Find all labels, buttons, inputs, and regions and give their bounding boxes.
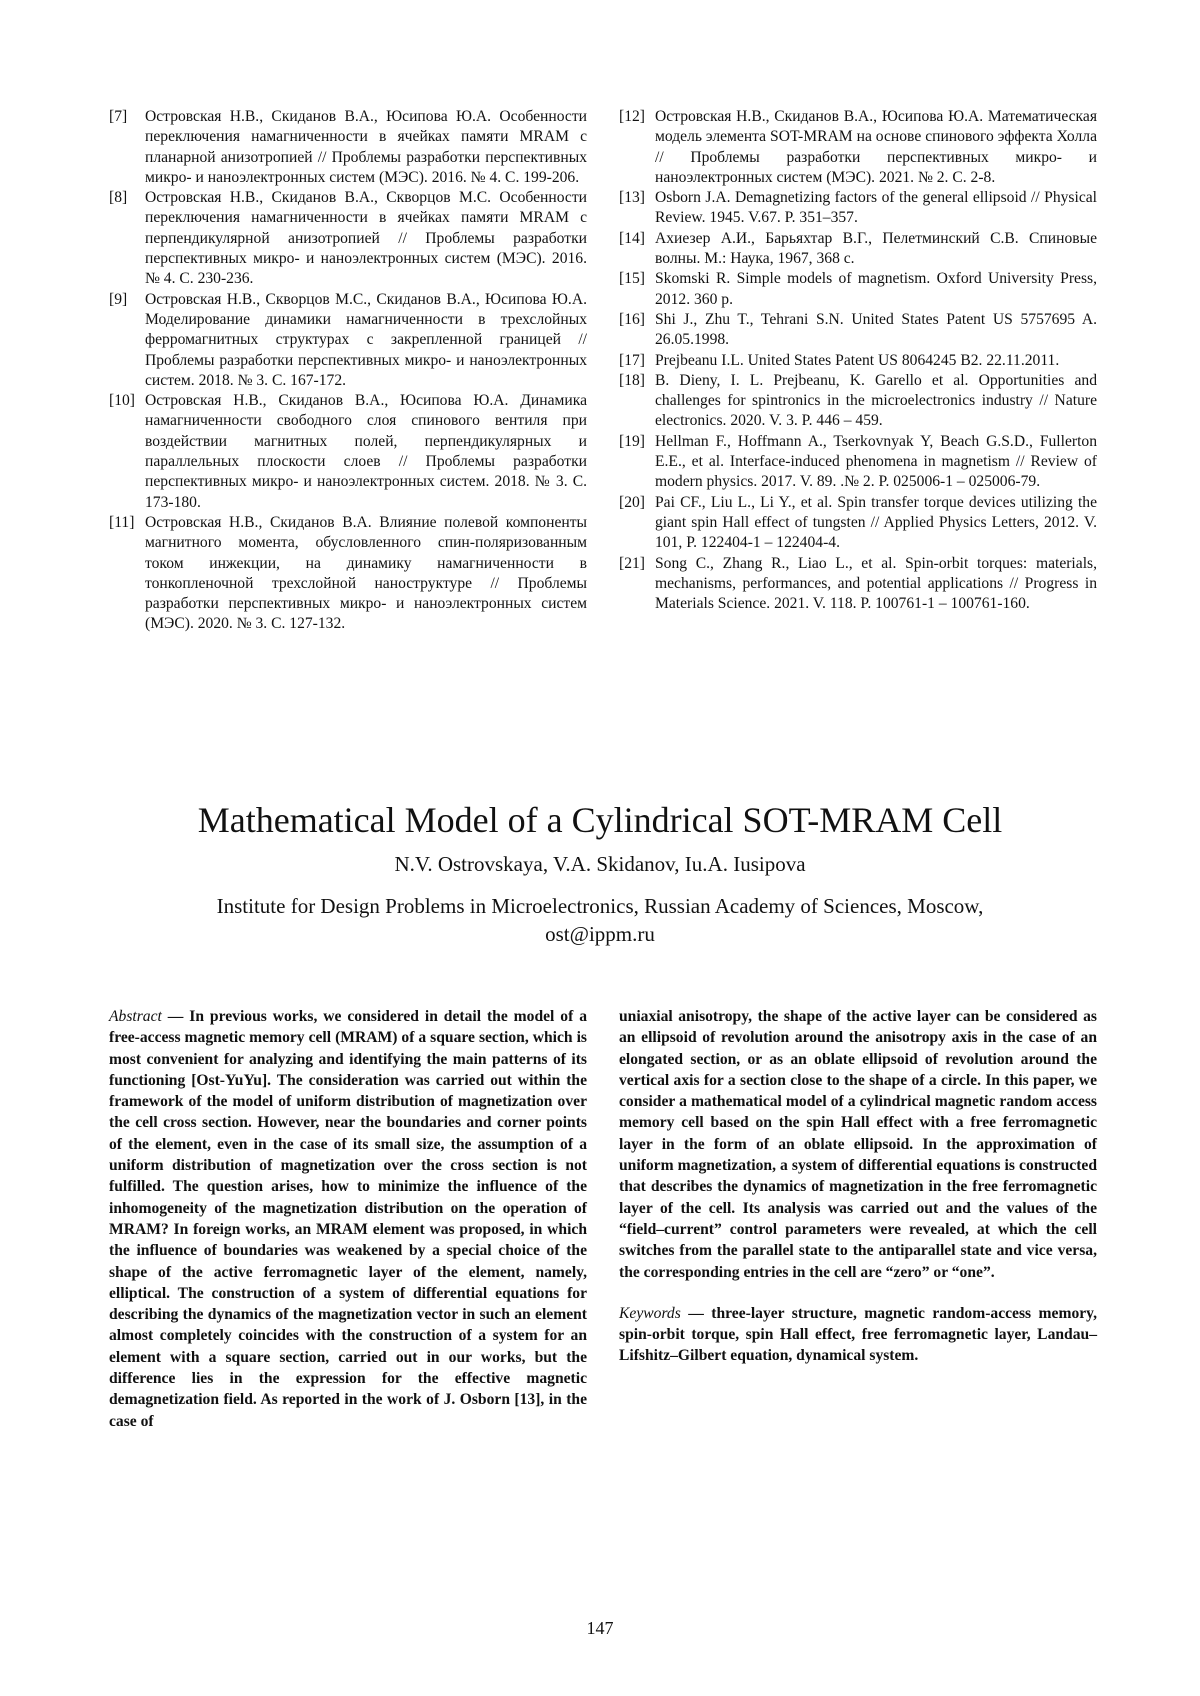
reference-text: Островская Н.В., Скиданов В.А., Юсипова Ю.А. Особенности переключения намагниченности в ячейках памяти MRAM с планарной анизотропией // Проблемы разработки перспективных микро- и наноэлектронных систем (МЭС). 2016. № 4. С. 199-206.: [145, 107, 587, 188]
reference-text: Pai CF., Liu L., Li Y., et al. Spin transfer torque devices utilizing the giant spin Hall effect of tungsten // Applied Physics Letters, 2012. V. 101, P. 122404-1 – 122404-4.: [655, 493, 1097, 554]
reference-text: Hellman F., Hoffmann A., Tserkovnyak Y, Beach G.S.D., Fullerton E.E., et al. Interface-induced phenomena in magnetism // Review of modern physics. 2017. V. 89. .№ 2. P. 025006-1 – 025006-79.: [655, 432, 1097, 493]
reference-text: B. Dieny, I. L. Prejbeanu, K. Garello et al. Opportunities and challenges for spintronics in the microelectronics industry // Nature electronics. 2020. V. 3. P. 446 – 459.: [655, 371, 1097, 432]
reference-number: [7]: [109, 107, 145, 188]
reference-number: [16]: [619, 310, 655, 351]
reference-number: [18]: [619, 371, 655, 432]
reference-text: Prejbeanu I.L. United States Patent US 8064245 B2. 22.11.2011.: [655, 351, 1097, 371]
paper-email: ost@ippm.ru: [0, 920, 1200, 948]
reference-item: [619, 493, 1097, 554]
references-right-column: [619, 107, 1097, 614]
paper-affiliation: Institute for Design Problems in Microelectronics, Russian Academy of Sciences, Moscow,: [0, 892, 1200, 920]
reference-text: Ахиезер А.И., Барьяхтар В.Г., Пелетминский С.В. Спиновые волны. М.: Наука, 1967, 368 с.: [655, 229, 1097, 270]
keywords-text: three-layer structure, magnetic random-access memory, spin-orbit torque, spin Hall effect, free ferromagnetic layer, Landau–Lifshitz–Gilbert equation, dynamical system.: [619, 1305, 1097, 1365]
keywords-label: Keywords: [619, 1305, 681, 1322]
reference-item: [619, 432, 1097, 493]
reference-item: [109, 107, 587, 188]
reference-number: [14]: [619, 229, 655, 270]
keywords-block: [619, 1303, 1097, 1367]
reference-item: [109, 188, 587, 289]
paper-title: Mathematical Model of a Cylindrical SOT-MRAM Cell: [0, 798, 1200, 842]
abstract-text-left: In previous works, we considered in detail the model of a free-access magnetic memory cell (MRAM) of a square section, which is most convenient for analyzing and identifying the main patterns of its functioning [Ost-YuYu]. The consideration was carried out within the framework of the model of uniform distribution of magnetization over the cell cross section. However, near the boundaries and corner points of the element, even in the case of its small size, the assumption of a uniform distribution of magnetization over the cross section is not fulfilled. The question arises, how to minimize the influence of the inhomogeneity of the magnetization distribution on the operation of MRAM? In foreign works, an MRAM element was proposed, in which the influence of boundaries was weakened by a special choice of the shape of the active ferromagnetic layer of the element, namely, elliptical. The construction of a system of differential equations for describing the dynamics of the magnetization vector in such an element almost completely coincides with the construction of a system for an element with a square section, carried out in our works, but the difference lies in the expression for the effective magnetic demagnetization field. As reported in the work of J. Osborn [13], in the case of: [109, 1008, 587, 1430]
keywords-dash: —: [681, 1305, 711, 1322]
reference-text: Skomski R. Simple models of magnetism. Oxford University Press, 2012. 360 p.: [655, 269, 1097, 310]
reference-item: [109, 290, 587, 391]
abstract-left-column: [109, 1006, 587, 1432]
reference-item: [619, 554, 1097, 615]
reference-item: [619, 269, 1097, 310]
reference-item: [109, 391, 587, 513]
reference-text: Островская Н.В., Скиданов В.А. Влияние полевой компоненты магнитного момента, обусловленного спин-поляризованным током инжекции, на динамику намагниченности в тонкопленочной трехслойной наноструктуре // Проблемы разработки перспективных микро- и наноэлектронных систем (МЭС). 2020. № 3. С. 127-132.: [145, 513, 587, 635]
reference-number: [21]: [619, 554, 655, 615]
reference-text: Островская Н.В., Скворцов М.С., Скиданов В.А., Юсипова Ю.А. Моделирование динамики намагниченности в трехслойных ферромагнитных структурах с закрепленной границей // Проблемы разработки перспективных микро- и наноэлектронных систем. 2018. № 3. С. 167-172.: [145, 290, 587, 391]
paper-authors: N.V. Ostrovskaya, V.A. Skidanov, Iu.A. Iusipova: [0, 850, 1200, 878]
reference-number: [9]: [109, 290, 145, 391]
reference-text: Osborn J.A. Demagnetizing factors of the general ellipsoid // Physical Review. 1945. V.67. P. 351–357.: [655, 188, 1097, 229]
reference-number: [20]: [619, 493, 655, 554]
reference-text: Островская Н.В., Скиданов В.А., Скворцов М.С. Особенности переключения намагниченности в ячейках памяти MRAM с перпендикулярной анизотропией // Проблемы разработки перспективных микро- и наноэлектронных систем (МЭС). 2016. № 4. С. 230-236.: [145, 188, 587, 289]
page-number: 147: [0, 1618, 1200, 1639]
reference-item: [619, 188, 1097, 229]
reference-text: Shi J., Zhu T., Tehrani S.N. United States Patent US 5757695 A. 26.05.1998.: [655, 310, 1097, 351]
reference-number: [17]: [619, 351, 655, 371]
abstract-dash: —: [162, 1008, 189, 1025]
reference-text: Островская Н.В., Скиданов В.А., Юсипова Ю.А. Математическая модель элемента SOT-MRAM на основе спинового эффекта Холла // Проблемы разработки перспективных микро- и наноэлектронных систем (МЭС). 2021. № 2. С. 2-8.: [655, 107, 1097, 188]
reference-text: Островская Н.В., Скиданов В.А., Юсипова Ю.А. Динамика намагниченности свободного слоя спинового вентиля при воздействии магнитных полей, перпендикулярных и параллельных плоскости слоев // Проблемы разработки перспективных микро- и наноэлектронных систем. 2018. № 3. С. 173-180.: [145, 391, 587, 513]
paper-header: [0, 798, 1200, 948]
reference-number: [10]: [109, 391, 145, 513]
reference-number: [13]: [619, 188, 655, 229]
abstract-label: Abstract: [109, 1008, 162, 1025]
reference-number: [12]: [619, 107, 655, 188]
reference-item: [619, 371, 1097, 432]
reference-number: [19]: [619, 432, 655, 493]
abstract-right-column: [619, 1006, 1097, 1367]
reference-number: [8]: [109, 188, 145, 289]
reference-item: [619, 351, 1097, 371]
reference-text: Song C., Zhang R., Liao L., et al. Spin-orbit torques: materials, mechanisms, performances, and potential applications // Progress in Materials Science. 2021. V. 118. P. 100761-1 – 100761-160.: [655, 554, 1097, 615]
reference-item: [619, 310, 1097, 351]
reference-number: [15]: [619, 269, 655, 310]
reference-item: [619, 229, 1097, 270]
abstract-text-right: uniaxial anisotropy, the shape of the active layer can be considered as an ellipsoid of revolution around the anisotropy axis in the case of an elongated section, or as an oblate ellipsoid of revolution around the vertical axis for a section close to the shape of a circle. In this paper, we consider a mathematical model of a cylindrical magnetic random access memory cell based on the spin Hall effect with a free ferromagnetic layer in the form of an oblate ellipsoid. In the approximation of uniform magnetization, a system of differential equations is constructed that describes the dynamics of magnetization in the free ferromagnetic layer of the cell. Its analysis was carried out and the values of the “field–current” control parameters were revealed, at which the cell switches from the parallel state to the antiparallel state and vice versa, the corresponding entries in the cell are “zero” or “one”.: [619, 1006, 1097, 1283]
reference-item: [619, 107, 1097, 188]
reference-item: [109, 513, 587, 635]
reference-number: [11]: [109, 513, 145, 635]
references-left-column: [109, 107, 587, 635]
